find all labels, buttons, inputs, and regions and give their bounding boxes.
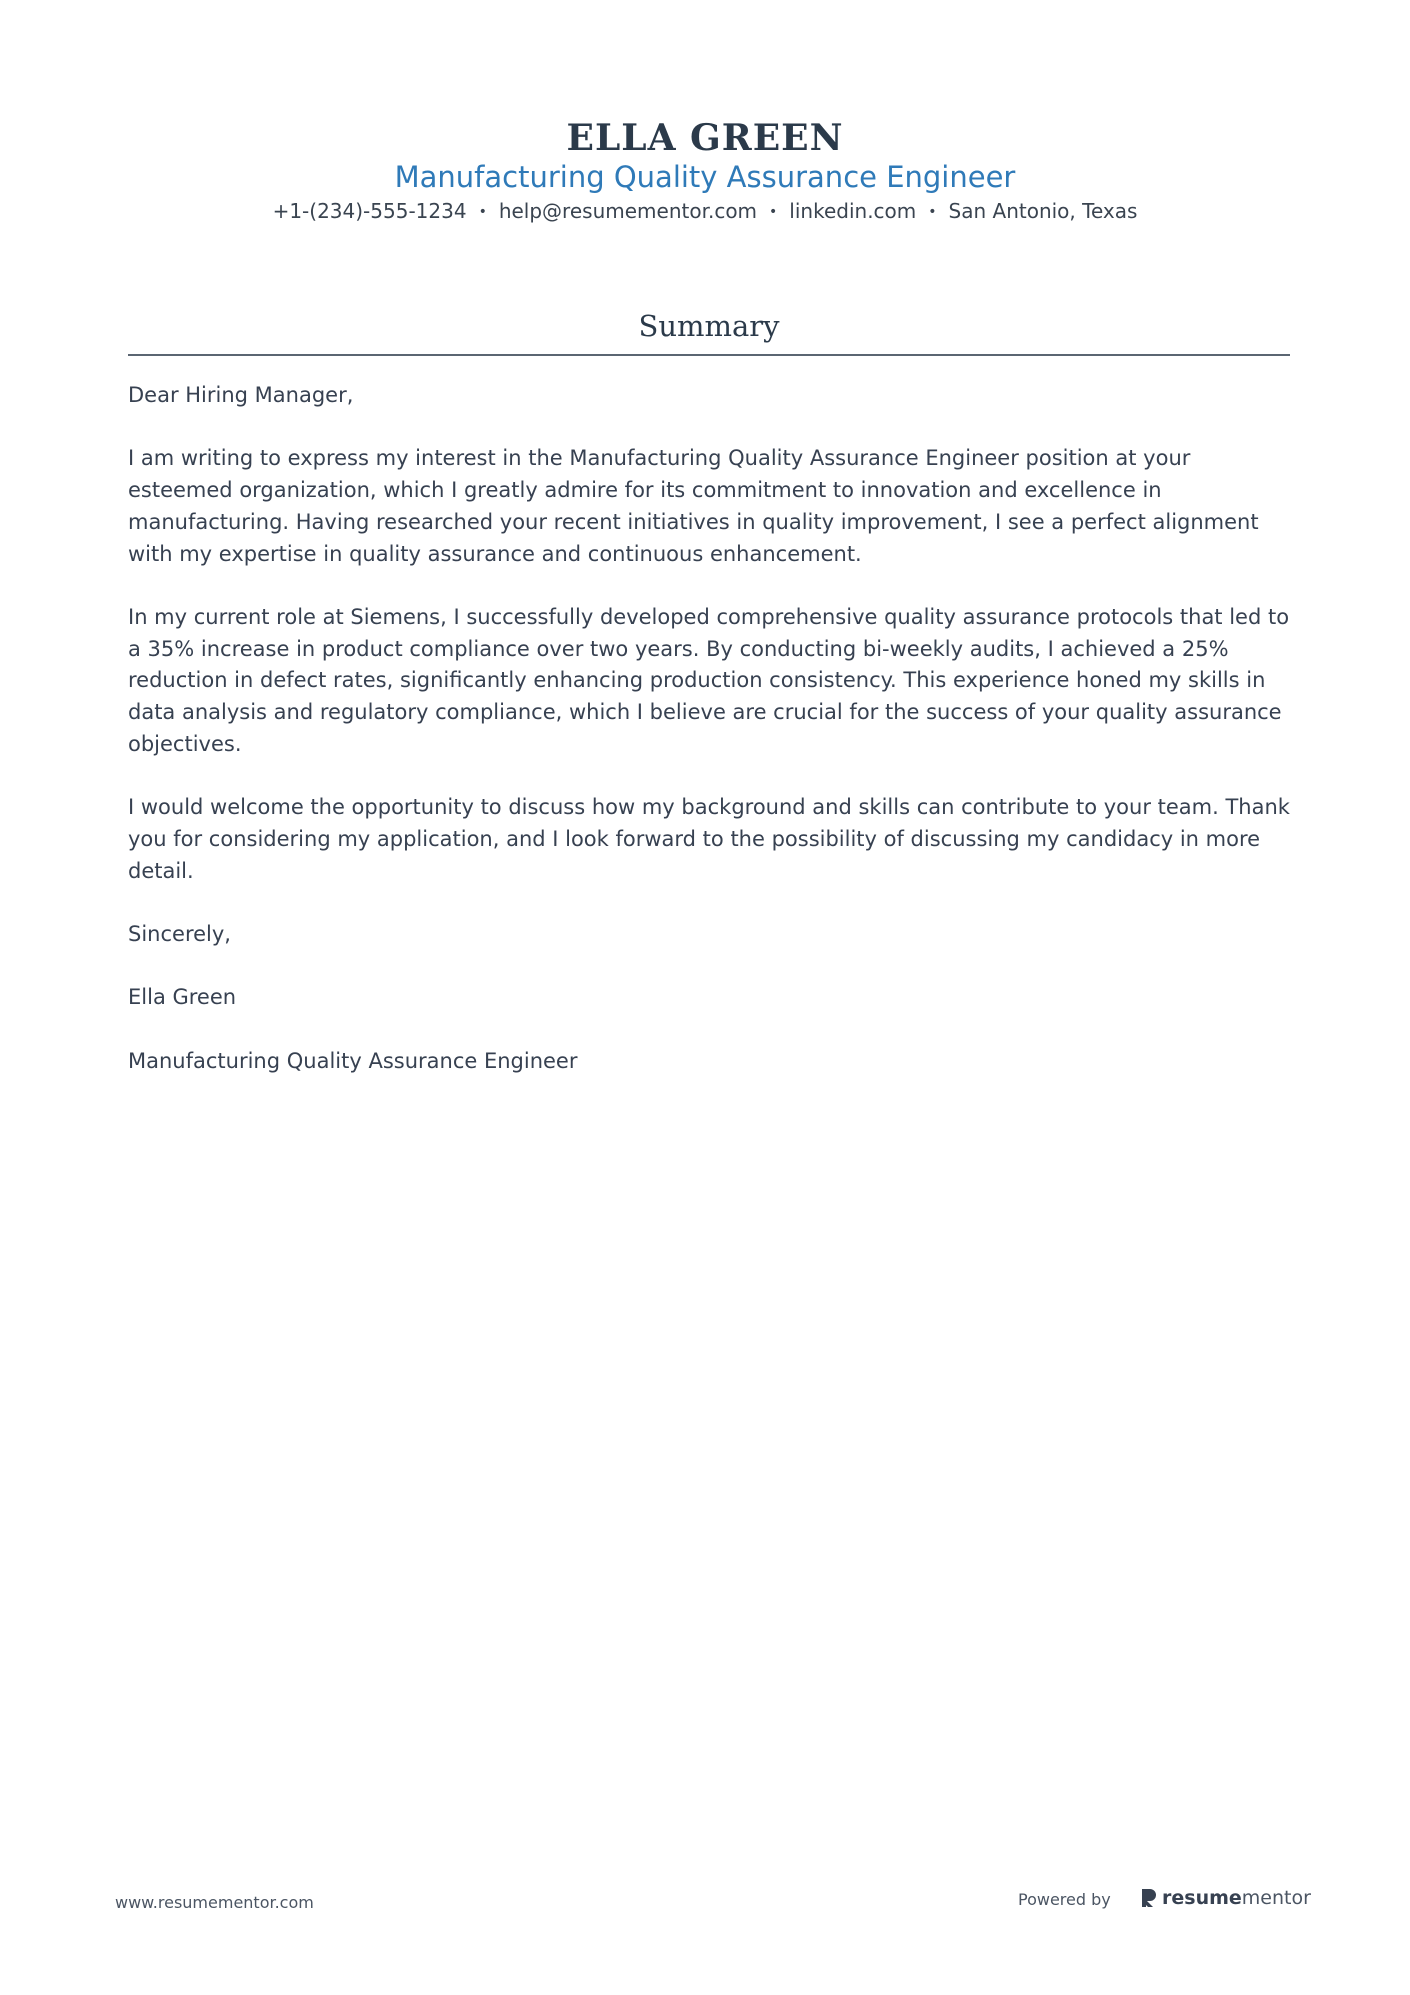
contact-email[interactable]: help@resumementor.com xyxy=(498,199,758,223)
applicant-name: ELLA GREEN xyxy=(566,117,844,159)
contact-separator: • xyxy=(478,204,487,220)
signature-name: Ella Green xyxy=(128,985,237,1010)
contact-separator: • xyxy=(928,204,937,220)
letter-greeting: Dear Hiring Manager, xyxy=(128,383,354,407)
summary-section xyxy=(128,306,1290,356)
letter-header xyxy=(0,116,1410,227)
letter-paragraph-2: In my current role at Siemens, I successfully developed comprehensive quality assurance protocols that led to a 35% increase in product compliance over two years. By conducting bi-weekly audits, I achieved a 25% reduction in defect rates, significantly enhancing production consistency. This experience honed my skills in data analysis and regulatory compliance, which I believe are crucial for the success of your quality assurance objectives. xyxy=(128,604,1290,756)
letter-paragraph-1: I am writing to express my interest in the Manufacturing Quality Assurance Engineer position at your esteemed organization, which I greatly admire for its commitment to innovation and excellence in manufacturing. Having researched your recent initiatives in quality improvement, I see a perfect alignment with my expertise in quality assurance and continuous enhancement. xyxy=(128,446,1259,566)
footer-powered-by: Powered by xyxy=(1018,1890,1111,1909)
contact-line xyxy=(0,196,1410,227)
contact-linkedin[interactable]: linkedin.com xyxy=(789,199,917,223)
brand-wordmark-light: mentor xyxy=(1241,1887,1311,1909)
brand-wordmark-bold: resume xyxy=(1162,1887,1242,1909)
footer-website-link[interactable]: www.resumementor.com xyxy=(115,1893,314,1912)
letter-body xyxy=(128,380,1300,1109)
contact-phone: +1-(234)-555-1234 xyxy=(272,199,467,223)
applicant-job-title: Manufacturing Quality Assurance Engineer xyxy=(394,160,1016,194)
brand-wordmark xyxy=(1162,1887,1311,1909)
contact-location: San Antonio, Texas xyxy=(948,199,1138,223)
letter-paragraph-3: I would welcome the opportunity to discuss how my background and skills can contribute to your team. Thank you for considering my application, and I look forward to the possibility of discussing my candidacy in more detail. xyxy=(128,795,1290,883)
letter-closing: Sincerely, xyxy=(128,921,231,946)
footer-brand-logo[interactable] xyxy=(1140,1885,1311,1911)
resumementor-logo-icon xyxy=(1140,1887,1158,1909)
section-title: Summary xyxy=(128,306,1290,356)
contact-separator: • xyxy=(769,204,778,220)
signature-title: Manufacturing Quality Assurance Engineer xyxy=(128,1048,578,1073)
